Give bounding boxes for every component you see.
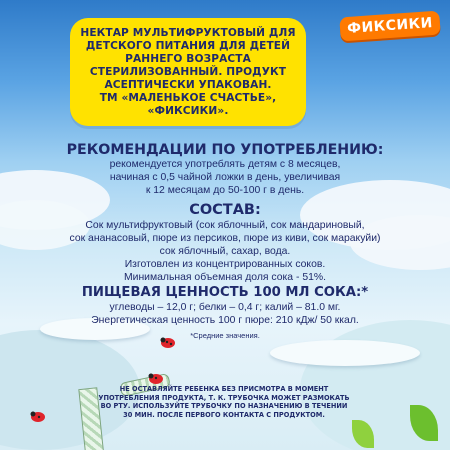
sign-line: РАННЕГО ВОЗРАСТА xyxy=(125,52,251,65)
composition-text xyxy=(0,219,450,284)
text-line: Сок мультифруктовый (сок яблочный, сок мандариновый, xyxy=(85,220,365,231)
ladybug-icon xyxy=(30,410,46,422)
text-line: начиная с 0,5 чайной ложки в день, увеличивая xyxy=(109,172,341,183)
recommendations-text xyxy=(0,158,450,197)
text-line: сок ананасовый, пюре из персиков, пюре из киви, сок маракуйи) xyxy=(69,233,381,244)
warning-line: ВО РТУ. ИСПОЛЬЗУЙТЕ ТРУБОЧКУ ПО НАЗНАЧЕНИЮ В ТЕЧЕНИИ xyxy=(100,402,348,411)
safety-warning xyxy=(88,385,360,419)
composition-heading: СОСТАВ: xyxy=(189,202,261,218)
sign-line: СТЕРИЛИЗОВАННЫЙ. ПРОДУКТ xyxy=(89,65,287,78)
warning-line: 30 МИН. ПОСЛЕ ПЕРВОГО КОНТАКТА С ПРОДУКТОМ. xyxy=(123,410,325,419)
text-line: Энергетическая ценность 100 г пюре: 210 кДж/ 50 ккал. xyxy=(91,315,359,326)
text-line: сок яблочный, сахар, вода. xyxy=(159,246,291,257)
product-title-sign xyxy=(70,18,306,126)
logo-text: ФИКСИКИ xyxy=(346,15,434,37)
nutrition-heading: ПИЩЕВАЯ ЦЕННОСТЬ 100 МЛ СОКА:* xyxy=(81,285,369,300)
sign-line: ДЕТСКОГО ПИТАНИЯ ДЛЯ ДЕТЕЙ xyxy=(85,39,291,52)
text-line: Минимальная объемная доля сока - 51%. xyxy=(123,272,326,283)
text-line: рекомендуется употреблять детям с 8 месяцев, xyxy=(109,159,341,170)
sign-line: НЕКТАР МУЛЬТИФРУКТОВЫЙ ДЛЯ xyxy=(80,26,296,39)
product-title xyxy=(76,27,301,118)
warning-line: НЕ ОСТАВЛЯЙТЕ РЕБЕНКА БЕЗ ПРИСМОТРА В МОМЕНТ xyxy=(119,385,329,393)
nutrition-text xyxy=(0,301,450,342)
warning-line: УПОТРЕБЛЕНИЯ ПРОДУКТА, Т. К. ТРУБОЧКА МОЖЕТ РАЗМОКАТЬ xyxy=(98,393,350,402)
recommendations-heading: РЕКОМЕНДАЦИИ ПО УПОТРЕБЛЕНИЮ: xyxy=(66,142,384,158)
text-line: углеводы – 12,0 г; белки – 0,4 г; калий – 81.0 мг. xyxy=(109,302,341,313)
text-line: Изготовлен из концентрированных соков. xyxy=(124,259,326,270)
ladybug-icon xyxy=(148,372,164,384)
footnote: *Средние значения. xyxy=(190,331,260,340)
sign-line: ТМ «МАЛЕНЬКОЕ СЧАСТЬЕ», xyxy=(99,91,277,104)
sign-line: АСЕПТИЧЕСКИ УПАКОВАН. xyxy=(104,78,272,91)
pedestal-right xyxy=(270,340,420,366)
sign-line: «ФИКСИКИ». xyxy=(147,104,229,117)
text-line: к 12 месяцам до 50-100 г в день. xyxy=(145,185,305,196)
